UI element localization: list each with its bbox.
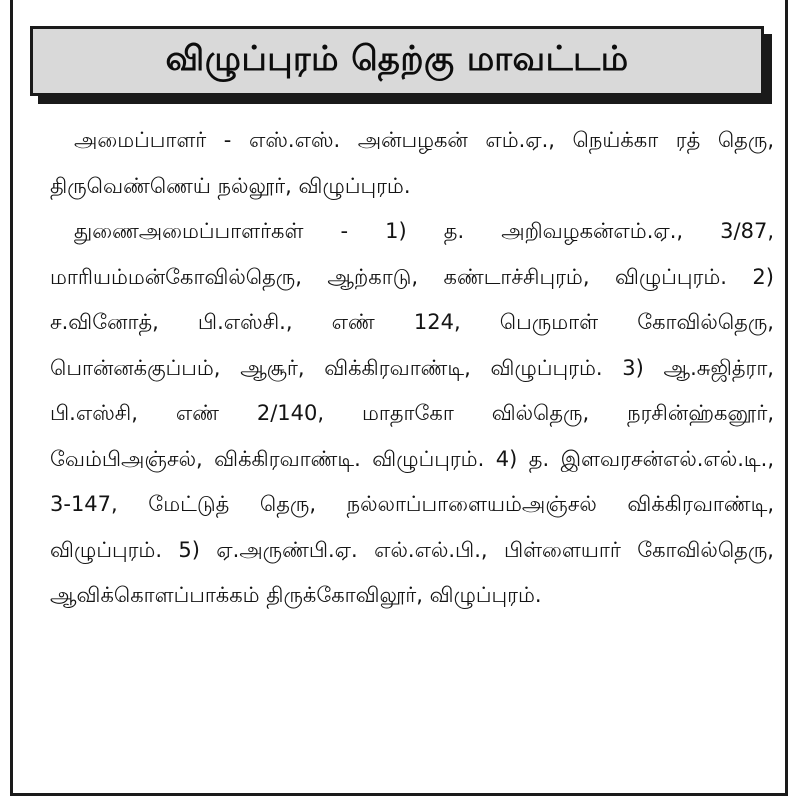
article-body: [50, 118, 774, 619]
paragraph-deputy-organizers: துணைஅமைப்பாளர்கள் - 1) த. அறிவழகன்எம்.ஏ., 3/87, மாரியம்மன்கோவில்தெரு, ஆற்காடு, கண்டாச்சிபுரம், விழுப்புரம். 2) ச.வினோத், பி.எஸ்சி., எண் 124, பெருமாள் கோவில்தெரு, பொன்னக்குப்பம், ஆசூர், விக்கிரவாண்டி, விழுப்புரம். 3) ஆ.சுஜித்ரா, பி.எஸ்சி, எண் 2/140, மாதாகோ வில்தெரு, நரசின்ஹ்கனூர், வேம்பிஅஞ்சல், விக்கிரவாண்டி. விழுப்புரம். 4) த. இளவரசன்எல்.எல்.டி., 3-147, மேட்டுத் தெரு, நல்லாப்பாளையம்அஞ்சல் விக்கிரவாண்டி, விழுப்புரம். 5) ஏ.அருண்பி.ஏ. எல்.எல்.பி., பிள்ளையார் கோவில்தெரு, ஆவிக்கொளப்பாக்கம் திருக்கோவிலூர், விழுப்புரம்.: [50, 219, 774, 607]
title-banner: [30, 26, 764, 96]
page-title: விழுப்புரம் தெற்கு மாவட்டம்: [165, 39, 629, 79]
paragraph-organizer: அமைப்பாளர் - எஸ்.எஸ். அன்பழகன் எம்.ஏ., நெய்க்கா ரத் தெரு, திருவெண்ணெய் நல்லூர், விழுப்புரம்.: [50, 128, 774, 198]
